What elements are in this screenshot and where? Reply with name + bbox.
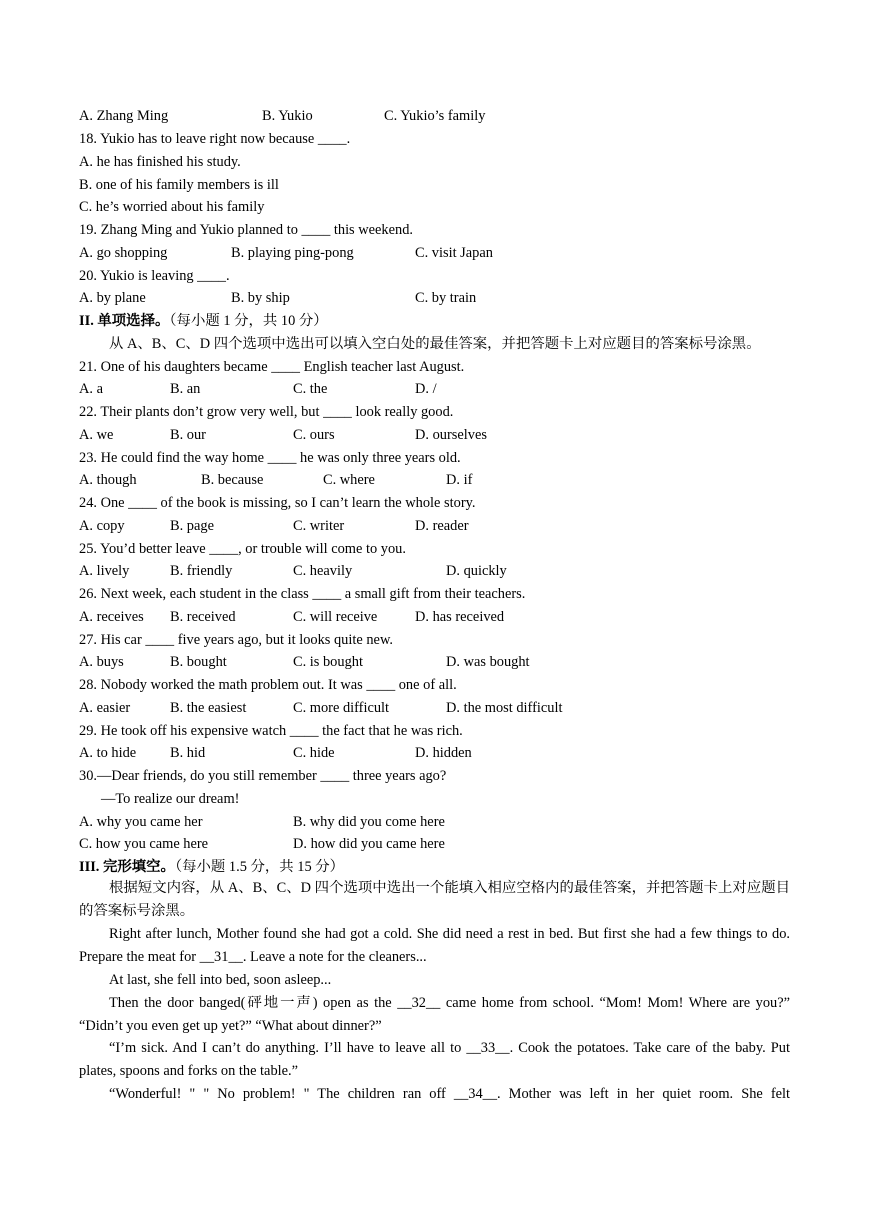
option-20b: B. by ship	[231, 290, 290, 306]
question-20-stem: 20. Yukio is leaving ____.	[79, 268, 230, 284]
question-24-stem: 24. One ____ of the book is missing, so I can’t learn the whole story.	[79, 495, 476, 511]
question-29-stem: 29. He took off his expensive watch ____ the fact that he was rich.	[79, 723, 463, 739]
option-18b: B. one of his family members is ill	[79, 177, 279, 193]
option-23d: D. if	[446, 472, 473, 488]
question-21-stem: 21. One of his daughters became ____ English teacher last August.	[79, 359, 465, 375]
option-17a: A. Zhang Ming	[79, 108, 169, 124]
section-2-title: II. 单项选择。	[79, 313, 170, 329]
option-19a: A. go shopping	[79, 245, 168, 261]
option-28d: D. the most difficult	[446, 700, 563, 716]
option-20c: C. by train	[415, 290, 477, 306]
question-21-options	[0, 380, 869, 398]
option-25a: A. lively	[79, 563, 130, 579]
option-30d: D. how did you came here	[293, 836, 445, 852]
passage-paragraph: “I’m sick. And I can’t do anything. I’ll have to leave all to __33__. Cook the potatoes. Take care of the baby. Put plates, spoons and forks on the table.”	[79, 1040, 790, 1079]
passage-paragraph: Then the door banged(砰地一声) open as the __32__ came home from school. “Mom! Mom! Where are you?” “Didn’t you even get up yet?” “What about dinner?”	[79, 995, 790, 1034]
option-22c: C. ours	[293, 427, 335, 443]
question-19-stem: 19. Zhang Ming and Yukio planned to ____ this weekend.	[79, 222, 413, 238]
option-21b: B. an	[170, 381, 201, 397]
question-22-stem: 22. Their plants don’t grow very well, but ____ look really good.	[79, 404, 454, 420]
question-25-stem: 25. You’d better leave ____, or trouble will come to you.	[79, 541, 406, 557]
question-25-options	[0, 562, 869, 580]
option-17c: C. Yukio’s family	[384, 108, 486, 124]
option-28c: C. more difficult	[293, 700, 390, 716]
section-2-instruction: 从 A、B、C、D 四个选项中选出可以填入空白处的最佳答案，并把答题卡上对应题目的答案标号涂黑。	[109, 336, 761, 352]
option-22b: B. our	[170, 427, 206, 443]
question-19-options	[0, 244, 869, 262]
option-27a: A. buys	[79, 654, 124, 670]
question-26-options	[0, 608, 869, 626]
option-25b: B. friendly	[170, 563, 233, 579]
option-24a: A. copy	[79, 518, 125, 534]
option-25c: C. heavily	[293, 563, 353, 579]
option-30c: C. how you came here	[79, 836, 209, 852]
option-26a: A. receives	[79, 609, 144, 625]
question-28-stem: 28. Nobody worked the math problem out. It was ____ one of all.	[79, 677, 457, 693]
option-23b: B. because	[201, 472, 264, 488]
passage-paragraph: “Wonderful! " " No problem! " The children ran off __34__. Mother was left in her quiet room. She felt	[109, 1086, 790, 1102]
section-3-heading	[79, 858, 344, 876]
option-29a: A. to hide	[79, 745, 137, 761]
option-18a: A. he has finished his study.	[79, 154, 241, 170]
option-21c: C. the	[293, 381, 328, 397]
option-22d: D. ourselves	[415, 427, 487, 443]
question-23-options	[0, 471, 869, 489]
option-28a: A. easier	[79, 700, 131, 716]
question-27-options	[0, 653, 869, 671]
question-30-stem: 30.—Dear friends, do you still remember ____ three years ago?	[79, 768, 447, 784]
option-26c: C. will receive	[293, 609, 378, 625]
question-29-options	[0, 744, 869, 762]
option-27c: C. is bought	[293, 654, 363, 670]
option-18c: C. he’s worried about his family	[79, 199, 265, 215]
option-22a: A. we	[79, 427, 114, 443]
option-29c: C. hide	[293, 745, 335, 761]
option-30b: B. why did you come here	[293, 814, 445, 830]
option-24d: D. reader	[415, 518, 469, 534]
option-26b: B. received	[170, 609, 236, 625]
option-28b: B. the easiest	[170, 700, 247, 716]
option-26d: D. has received	[415, 609, 505, 625]
option-21a: A. a	[79, 381, 103, 397]
option-24b: B. page	[170, 518, 214, 534]
passage-paragraph: At last, she fell into bed, soon asleep...	[109, 972, 332, 988]
section-3-instruction: 根据短文内容，从 A、B、C、D 四个选项中选出一个能填入相应空格内的最佳答案，并把答题卡上对应题目的答案标号涂黑。	[79, 880, 790, 919]
option-23c: C. where	[323, 472, 375, 488]
option-29d: D. hidden	[415, 745, 472, 761]
option-27d: D. was bought	[446, 654, 530, 670]
option-27b: B. bought	[170, 654, 227, 670]
question-28-options	[0, 699, 869, 717]
option-17b: B. Yukio	[262, 108, 313, 124]
section-2-score: （每小题 1 分，共 10 分）	[169, 313, 328, 329]
option-24c: C. writer	[293, 518, 345, 534]
option-30a: A. why you came her	[79, 814, 203, 830]
option-23a: A. though	[79, 472, 137, 488]
option-19b: B. playing ping-pong	[231, 245, 354, 261]
option-25d: D. quickly	[446, 563, 507, 579]
question-27-stem: 27. His car ____ five years ago, but it looks quite new.	[79, 632, 393, 648]
option-29b: B. hid	[170, 745, 206, 761]
option-21d: D. /	[415, 381, 437, 397]
option-19c: C. visit Japan	[415, 245, 493, 261]
section-2-heading	[79, 312, 328, 330]
question-30-options-row2	[0, 835, 869, 853]
question-24-options	[0, 517, 869, 535]
question-22-options	[0, 426, 869, 444]
question-30-options-row1	[0, 813, 869, 831]
question-30-reply: —To realize our dream!	[101, 791, 240, 807]
section-3-score: （每小题 1.5 分，共 15 分）	[174, 859, 345, 875]
question-17-options	[0, 107, 869, 125]
section-3-title: III. 完形填空。	[79, 859, 175, 875]
question-26-stem: 26. Next week, each student in the class ____ a small gift from their teachers.	[79, 586, 526, 602]
question-20-options	[0, 289, 869, 307]
option-20a: A. by plane	[79, 290, 146, 306]
question-23-stem: 23. He could find the way home ____ he was only three years old.	[79, 450, 461, 466]
passage-paragraph: Right after lunch, Mother found she had got a cold. She did need a rest in bed. But first she had a few things to do. Prepare the meat for __31__. Leave a note for the cleaners...	[79, 926, 790, 965]
question-18-stem: 18. Yukio has to leave right now because ____.	[79, 131, 351, 147]
